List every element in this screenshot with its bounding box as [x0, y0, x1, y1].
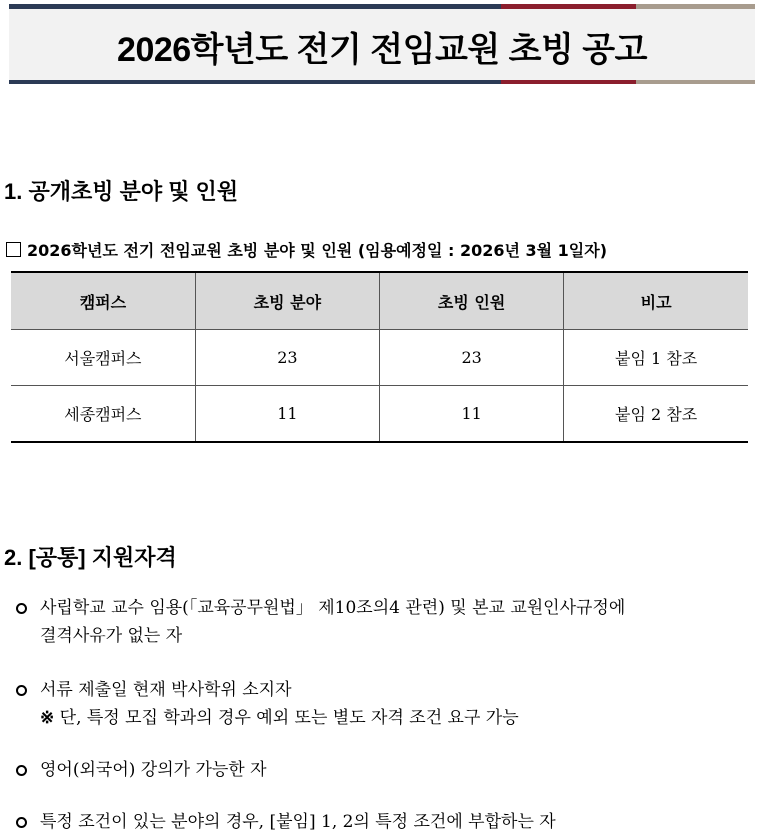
list-item — [16, 808, 756, 836]
section2-heading: 2. [공통] 지원자격 — [4, 545, 177, 570]
cell-field: 23 — [195, 330, 379, 386]
header-count: 초빙 인원 — [380, 272, 564, 330]
header-field: 초빙 분야 — [195, 272, 379, 330]
circle-bullet-icon — [16, 603, 27, 614]
recruitment-table — [11, 271, 748, 443]
cell-field: 11 — [195, 386, 379, 443]
item-text: 서류 제출일 현재 박사학위 소지자 — [40, 680, 292, 700]
cell-remark: 붙임 1 참조 — [564, 330, 748, 386]
title-top-bar — [9, 4, 755, 9]
circle-bullet-icon — [16, 817, 27, 828]
circle-bullet-icon — [16, 765, 27, 776]
list-item — [16, 756, 756, 784]
table-row — [11, 386, 748, 443]
table-caption — [6, 238, 607, 261]
table-header-row — [11, 272, 748, 330]
cell-campus: 세종캠퍼스 — [11, 386, 195, 443]
cell-count: 11 — [380, 386, 564, 443]
item-note — [40, 704, 756, 732]
circle-bullet-icon — [16, 685, 27, 696]
table-row — [11, 330, 748, 386]
cell-remark: 붙임 2 참조 — [564, 386, 748, 443]
list-item — [16, 594, 756, 650]
item-text: 사립학교 교수 임용(「교육공무원법」 제10조의4 관련) 및 본교 교원인사규정에 — [40, 598, 626, 618]
title-bottom-bar — [9, 80, 755, 84]
cell-campus: 서울캠퍼스 — [11, 330, 195, 386]
checkbox-icon — [6, 242, 21, 257]
cell-count: 23 — [380, 330, 564, 386]
section1-heading: 1. 공개초빙 분야 및 인원 — [4, 179, 239, 204]
header-remark: 비고 — [564, 272, 748, 330]
item-text: 특정 조건이 있는 분야의 경우, [붙임] 1, 2의 특정 조건에 부합하는 자 — [40, 812, 556, 832]
list-item — [16, 676, 756, 732]
note-text: 단, 특정 모집 학과의 경우 예외 또는 별도 자격 조건 요구 가능 — [59, 708, 519, 728]
item-text: 영어(외국어) 강의가 가능한 자 — [40, 760, 267, 780]
page-title: 2026학년도 전기 전임교원 초빙 공고 — [117, 31, 647, 69]
title-banner — [9, 4, 755, 84]
header-campus: 캠퍼스 — [11, 272, 195, 330]
table-caption-text: 2026학년도 전기 전임교원 초빙 분야 및 인원 (임용예정일 : 2026년 3월 1일자) — [27, 241, 608, 260]
note-symbol: ※ — [40, 708, 55, 728]
item-text-cont: 결격사유가 없는 자 — [40, 626, 183, 646]
